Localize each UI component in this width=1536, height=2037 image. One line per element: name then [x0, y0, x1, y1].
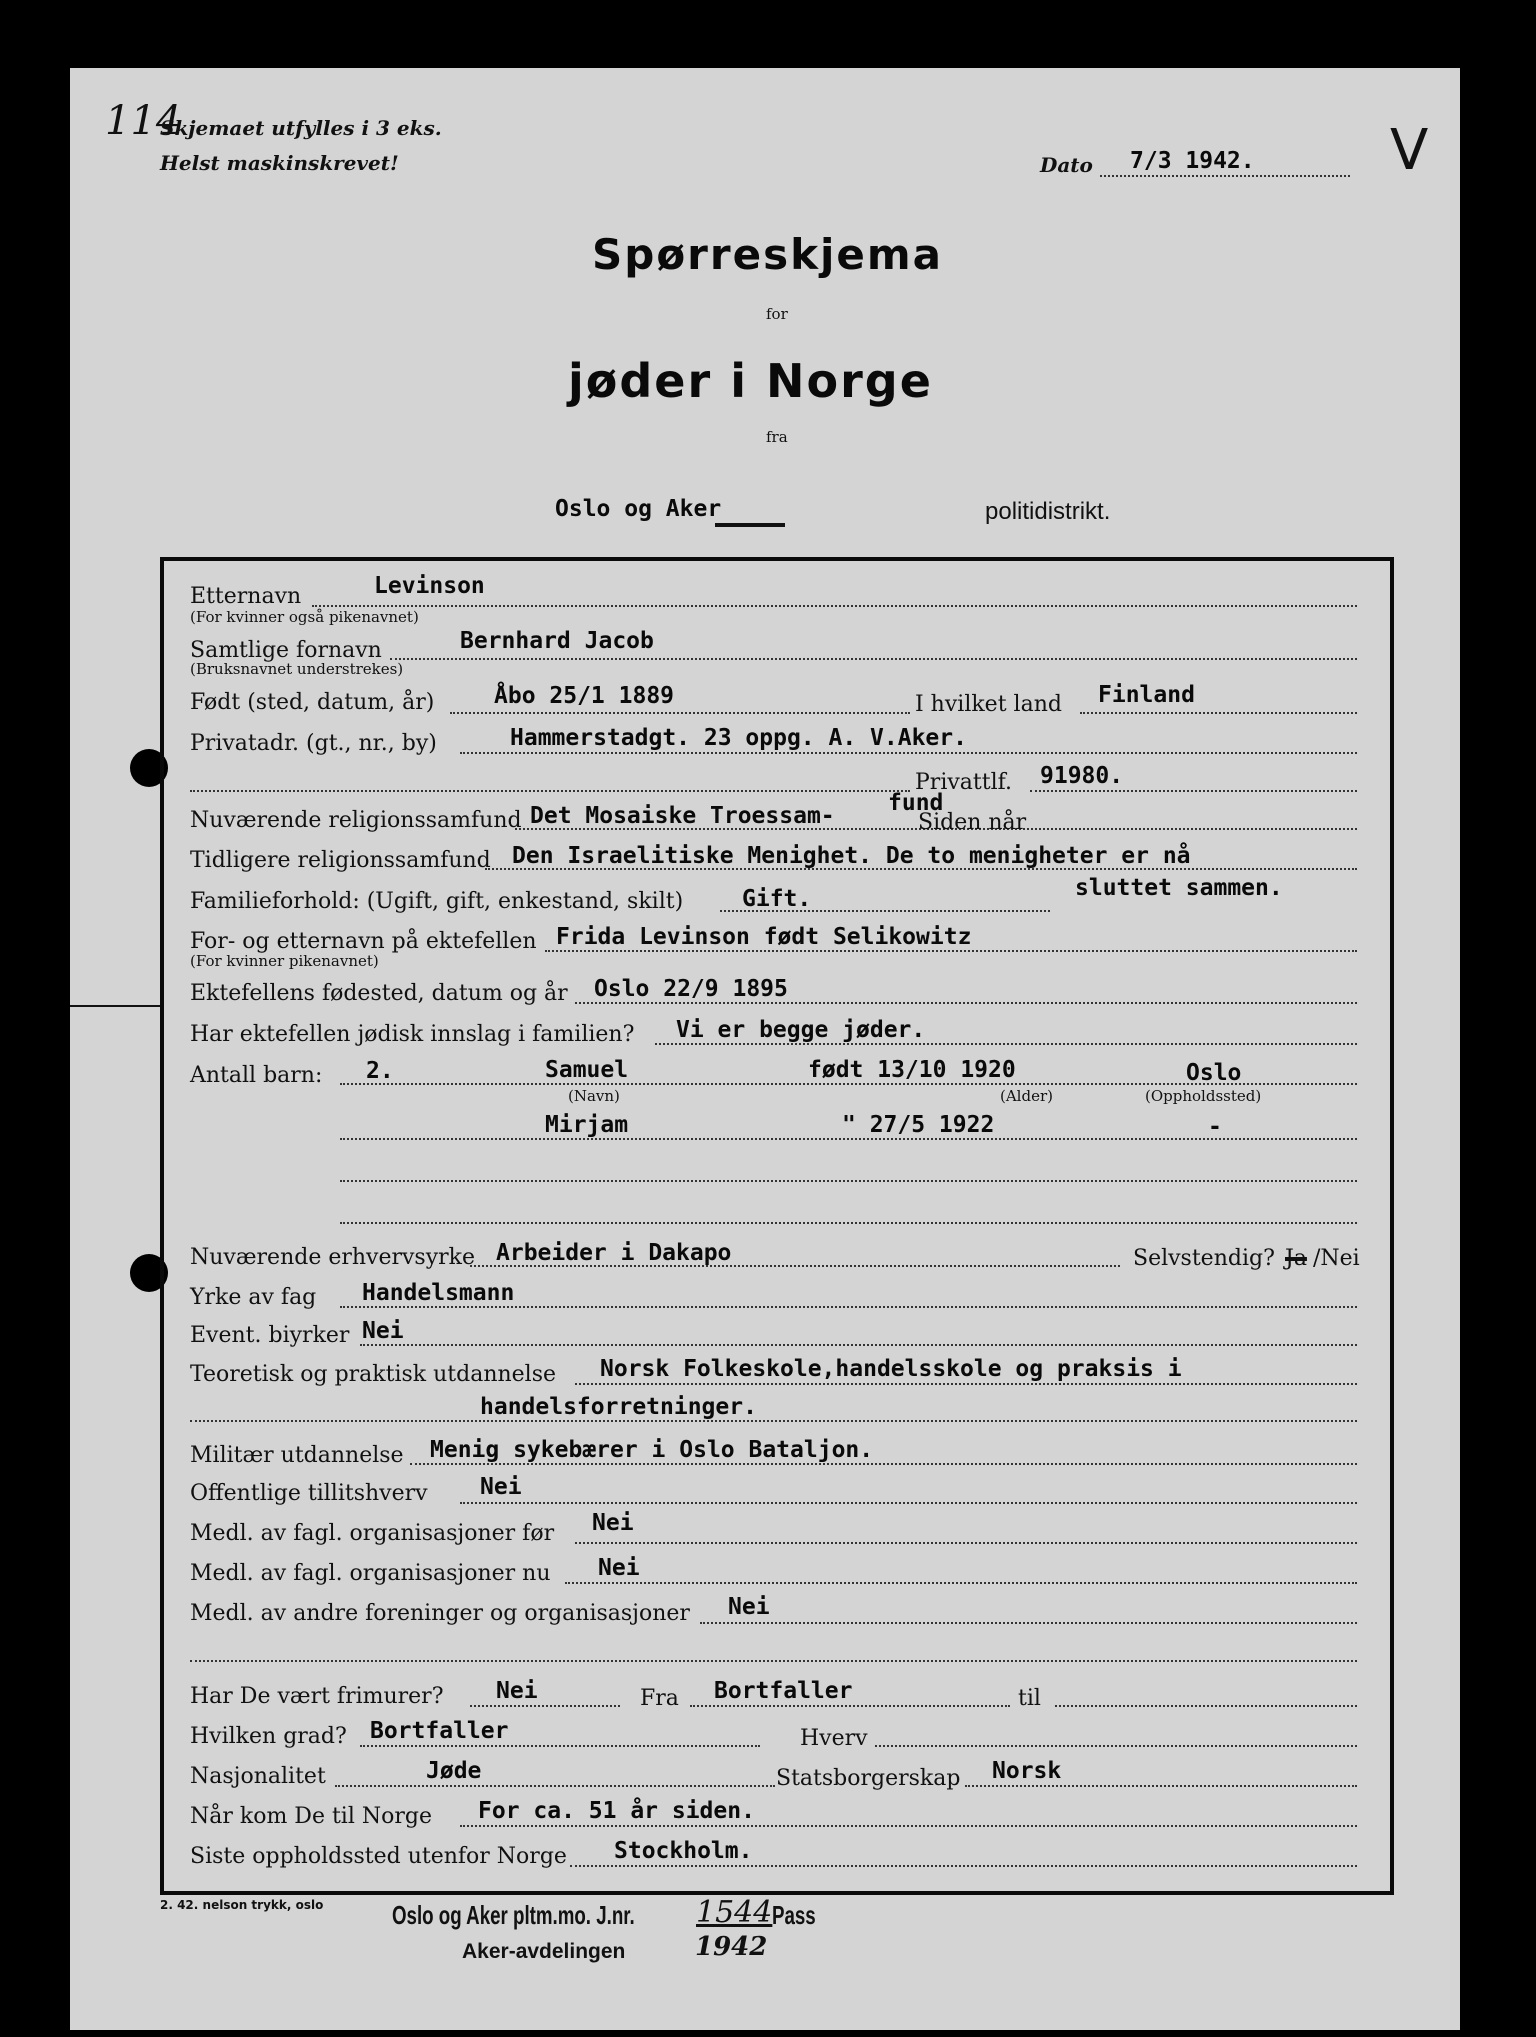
- fornavn-field: Bernhard Jacob: [460, 628, 654, 654]
- fagl-for-label: Medl. av fagl. organisasjoner før: [190, 1521, 555, 1546]
- grad-label: Hvilken grad?: [190, 1724, 347, 1749]
- ektefelle-label: For- og etternavn på ektefellen: [190, 929, 537, 954]
- land-field: Finland: [1098, 682, 1195, 708]
- fagl-nu-field: Nei: [598, 1555, 640, 1581]
- hverv-label: Hverv: [800, 1726, 868, 1751]
- child1-age: født 13/10 1920: [808, 1057, 1016, 1083]
- til-label: til: [1018, 1686, 1041, 1711]
- biyrker-label: Event. biyrker: [190, 1323, 350, 1348]
- fornavn-note: (Bruksnavnet understrekes): [190, 660, 404, 678]
- militar-field: Menig sykebærer i Oslo Bataljon.: [430, 1437, 874, 1463]
- jodisk-label: Har ektefellen jødisk innslag i familien?: [190, 1022, 635, 1047]
- barn-label: Antall barn:: [190, 1063, 323, 1088]
- ektefelle-fodested-field: Oslo 22/9 1895: [594, 976, 788, 1002]
- stamp-year: 1942: [695, 1932, 768, 1962]
- margin-number: 114: [105, 98, 182, 144]
- tidligere-field-cont: sluttet sammen.: [1075, 875, 1283, 901]
- child1-name: Samuel: [545, 1057, 629, 1083]
- yrke-field: Handelsmann: [362, 1280, 515, 1306]
- erhverv-label: Nuværende erhvervsyrke: [190, 1245, 476, 1270]
- header-note-line2: Helst maskinskrevet!: [160, 151, 399, 175]
- ektefelle-field: Frida Levinson født Selikowitz: [556, 924, 972, 950]
- child1-place: Oslo: [1186, 1060, 1242, 1086]
- printer-note: 2. 42. nelson trykk, oslo: [160, 1898, 324, 1912]
- fodt-label: Født (sted, datum, år): [190, 690, 435, 715]
- statsborger-label: Statsborgerskap: [776, 1766, 961, 1791]
- privatadr-field: Hammerstadgt. 23 oppg. A. V.Aker.: [510, 725, 967, 751]
- dato-label: Dato: [1040, 153, 1093, 177]
- utdannelse-label: Teoretisk og praktisk utdannelse: [190, 1362, 557, 1387]
- andre-field: Nei: [728, 1594, 770, 1620]
- dato-value: 7/3 1942.: [1130, 148, 1255, 174]
- child2-name: Mirjam: [545, 1112, 629, 1138]
- etternavn-field: Levinson: [374, 573, 485, 599]
- etternavn-label: Etternavn: [190, 584, 302, 609]
- title-fra: fra: [766, 428, 788, 446]
- fagl-for-field: Nei: [592, 1510, 634, 1536]
- stamp-line2: Aker-avdelingen: [462, 1940, 626, 1963]
- opphold-note: (Oppholdssted): [1145, 1087, 1262, 1105]
- religion-label: Nuværende religionssamfund: [190, 808, 522, 833]
- utdannelse-field: Norsk Folkeskole,handelsskole og praksis i: [600, 1356, 1182, 1382]
- navn-note: (Navn): [568, 1087, 620, 1105]
- land-label: I hvilket land: [915, 692, 1062, 717]
- frimurer-field: Nei: [496, 1678, 538, 1704]
- child2-age: " 27/5 1922: [842, 1112, 995, 1138]
- selvstendig-ja: Ja: [1285, 1246, 1307, 1271]
- siste-label: Siste oppholdssted utenfor Norge: [190, 1844, 567, 1869]
- andre-label: Medl. av andre foreninger og organisasjoner: [190, 1601, 690, 1626]
- page-title: Spørreskjema: [592, 230, 943, 279]
- utdannelse-field-cont: handelsforretninger.: [480, 1394, 757, 1420]
- district-value: Oslo og Aker: [555, 496, 722, 522]
- religion-field-cont: fund: [888, 790, 944, 816]
- offentlige-field: Nei: [480, 1474, 522, 1500]
- grad-field: Bortfaller: [370, 1718, 509, 1744]
- barn-count: 2.: [366, 1058, 394, 1084]
- selvstendig-nei: /Nei: [1313, 1246, 1360, 1271]
- child2-place: -: [1208, 1114, 1222, 1140]
- norge-field: For ca. 51 år siden.: [478, 1798, 755, 1824]
- ektefelle-note: (For kvinner pikenavnet): [190, 952, 379, 970]
- privattlf-label: Privattlf.: [915, 770, 1012, 795]
- title-for: for: [766, 305, 788, 323]
- selvstendig-label: Selvstendig?: [1133, 1246, 1275, 1271]
- tidligere-field: Den Israelitiske Menighet. De to menigheter er nå: [512, 843, 1191, 869]
- offentlige-label: Offentlige tillitshverv: [190, 1481, 428, 1506]
- header-note-line1: Skjemaet utfylles i 3 eks.: [160, 116, 442, 140]
- checkmark-icon: V: [1390, 118, 1429, 183]
- alder-note: (Alder): [1000, 1087, 1053, 1105]
- fra-field: Bortfaller: [714, 1678, 853, 1704]
- privatadr-label: Privatadr. (gt., nr., by): [190, 731, 437, 756]
- fodt-field: Åbo 25/1 1889: [494, 683, 675, 709]
- fra-label: Fra: [640, 1686, 679, 1711]
- religion-field: Det Mosaiske Troessam-: [530, 803, 835, 829]
- biyrker-field: Nei: [362, 1318, 404, 1344]
- tidligere-label: Tidligere religionssamfund: [190, 848, 491, 873]
- fold-line: [70, 1005, 160, 1007]
- jodisk-field: Vi er begge jøder.: [676, 1017, 926, 1043]
- frimurer-label: Har De vært frimurer?: [190, 1684, 444, 1709]
- district-underline: [715, 523, 785, 527]
- norge-label: Når kom De til Norge: [190, 1804, 432, 1829]
- siste-field: Stockholm.: [614, 1838, 753, 1864]
- stamp-line1: Oslo og Aker pltm.mo. J.nr.: [392, 1900, 635, 1930]
- militar-label: Militær utdannelse: [190, 1443, 404, 1468]
- statsborger-field: Norsk: [992, 1758, 1062, 1784]
- familie-label: Familieforhold: (Ugift, gift, enkestand, skilt): [190, 889, 684, 914]
- district-suffix: politidistrikt.: [985, 498, 1111, 525]
- stamp-pass: Pass: [772, 1900, 816, 1930]
- familie-field: Gift.: [742, 886, 812, 912]
- nasjonalitet-label: Nasjonalitet: [190, 1764, 326, 1789]
- yrke-label: Yrke av fag: [190, 1285, 317, 1310]
- siden-label: Siden når: [918, 810, 1027, 835]
- erhverv-field: Arbeider i Dakapo: [496, 1240, 732, 1266]
- ektefelle-fodested-label: Ektefellens fødested, datum og år: [190, 981, 568, 1006]
- fornavn-label: Samtlige fornavn: [190, 638, 382, 663]
- nasjonalitet-field: Jøde: [426, 1758, 482, 1784]
- privattlf-field: 91980.: [1040, 763, 1124, 789]
- etternavn-note: (For kvinner også pikenavnet): [190, 608, 419, 626]
- stamp-number: 1544: [696, 1895, 773, 1930]
- page-subtitle: jøder i Norge: [568, 354, 933, 408]
- fagl-nu-label: Medl. av fagl. organisasjoner nu: [190, 1561, 551, 1586]
